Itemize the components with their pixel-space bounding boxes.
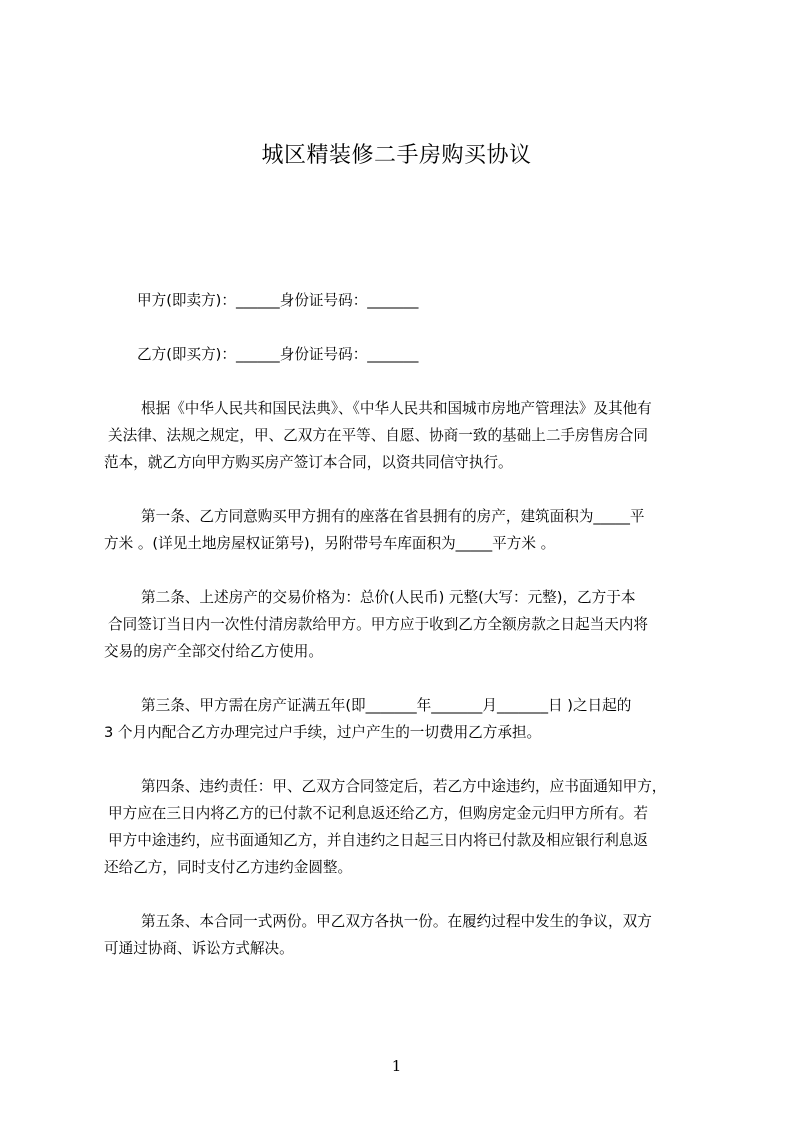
- article-2-line-1: 第二条、上述房产的交易价格为：总价(人民币) 元整(大写：元整)，乙方于本: [141, 589, 636, 606]
- page-number: 1: [391, 1057, 402, 1075]
- article-2-line-2: 合同签订当日内一次性付清房款给甲方。甲方应于收到乙方全额房款之日起当天内将: [108, 616, 648, 633]
- article-4-line-2: 甲方应在三日内将乙方的已付款不记利息返还给乙方，但购房定金元归甲方所有。若: [108, 805, 648, 822]
- preamble-line-2: 关法律、法规之规定，甲、乙双方在平等、自愿、协商一致的基础上二手房售房合同: [108, 427, 648, 444]
- article-4-line-3: 甲方中途违约，应书面通知乙方，并自违约之日起三日内将已付款及相应银行利息返: [108, 832, 648, 849]
- article-5-line-2: 可通过协商、诉讼方式解决。: [104, 940, 294, 957]
- preamble-line-1: 根据《中华人民共和国民法典》、《中华人民共和国城市房地产管理法》及其他有: [141, 400, 652, 417]
- article-4-line-1: 第四条、违约责任：甲、乙双方合同签定后，若乙方中途违约，应书面通知甲方，: [141, 778, 667, 795]
- article-4-line-4: 还给乙方，同时支付乙方违约金圆整。: [104, 859, 353, 876]
- party-a-line: 甲方(即卖方)：______身份证号码：_______: [137, 292, 419, 309]
- article-3-line-2: 3 个月内配合乙方办理完过户手续，过户产生的一切费用乙方承担。: [104, 724, 542, 741]
- article-1-line-2: 方米 。(详见土地房屋权证第号)，另附带号车库面积为_____平方米 。: [104, 535, 556, 552]
- article-5-line-1: 第五条、本合同一式两份。甲乙双方各执一份。在履约过程中发生的争议，双方: [141, 913, 652, 930]
- article-1-line-1: 第一条、乙方同意购买甲方拥有的座落在省县拥有的房产，建筑面积为_____平: [141, 508, 645, 525]
- document-title: 城区精装修二手房购买协议: [261, 143, 532, 168]
- article-3-line-1: 第三条、甲方需在房产证满五年(即_______年_______月_______日 )之日起的: [141, 697, 632, 714]
- preamble-line-3: 范本，就乙方向甲方购买房产签订本合同，以资共同信守执行。: [104, 454, 513, 471]
- article-2-line-3: 交易的房产全部交付给乙方使用。: [104, 643, 323, 660]
- party-b-line: 乙方(即买方)：______身份证号码：_______: [137, 346, 419, 363]
